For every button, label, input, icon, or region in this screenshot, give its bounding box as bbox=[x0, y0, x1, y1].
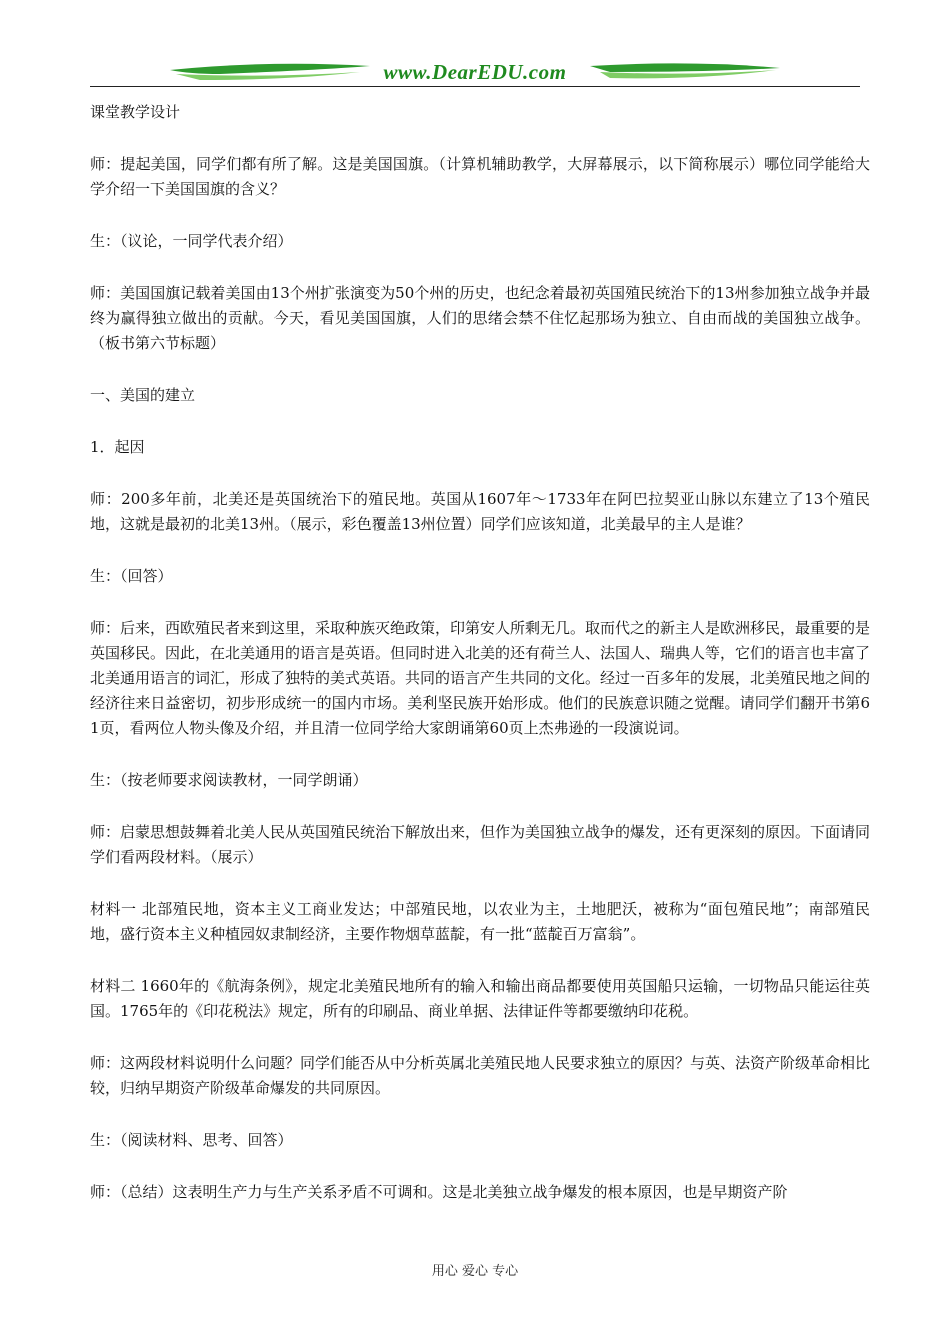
section-heading: 一、美国的建立 bbox=[90, 386, 196, 404]
page-footer: 用心 爱心 专心 bbox=[431, 1264, 519, 1279]
doc-title: 课堂教学设计 bbox=[90, 103, 181, 121]
paragraph: 生：（议论，一同学代表介绍） bbox=[90, 232, 293, 250]
paragraph: 师：启蒙思想鼓舞着北美人民从英国殖民统治下解放出来，但作为美国独立战争的爆发，还有更深刻的原因。下面请同学们看两段材料。（展示） bbox=[90, 823, 871, 866]
document-body bbox=[90, 100, 870, 1232]
paragraph: 生：（回答） bbox=[90, 567, 173, 585]
paragraph: 师：后来，西欧殖民者来到这里，采取种族灭绝政策，印第安人所剩无几。取而代之的新主人是欧洲移民，最重要的是英国移民。因此，在北美通用的语言是英语。但同时进入北美的还有荷兰人、法国人、瑞典人等，它们的语言也丰富了北美通用语言的词汇，形成了独特的美式英语。共同的语言产生共同的文化。经过一百多年的发展，北美殖民地之间的经济往来日益密切，初步形成统一的国内市场。美利坚民族开始形成。他们的民族意识随之觉醒。请同学们翻开书第61页，看两位人物头像及介绍，并且清一位同学给大家朗诵第60页上杰弗逊的一段演说词。 bbox=[90, 619, 871, 737]
subsection-heading: 1．起因 bbox=[90, 438, 145, 456]
material-paragraph: 材料二 1660年的《航海条例》，规定北美殖民地所有的输入和输出商品都要使用英国船只运输，一切物品只能运往英国。1765年的《印花税法》规定，所有的印刷品、商业单据、法律证件等都要缴纳印花税。 bbox=[90, 977, 870, 1020]
paragraph: 生：（阅读材料、思考、回答） bbox=[90, 1131, 293, 1149]
paragraph: 师：美国国旗记载着美国由13个州扩张演变为50个州的历史，也纪念着最初英国殖民统治下的13州参加独立战争并最终为赢得独立做出的贡献。今天，看见美国国旗，人们的思绪会禁不住忆起那场为独立、自由而战的美国独立战争。（板书第六节标题） bbox=[90, 284, 870, 352]
paragraph: 师：200多年前，北美还是英国统治下的殖民地。英国从1607年～1733年在阿巴拉契亚山脉以东建立了13个殖民地，这就是最初的北美13州。（展示，彩色覆盖13州位置）同学们应该知道，北美最早的主人是谁？ bbox=[90, 490, 870, 533]
material-paragraph: 材料一 北部殖民地，资本主义工商业发达；中部殖民地，以农业为主，土地肥沃，被称为“面包殖民地”；南部殖民地，盛行资本主义种植园奴隶制经济，主要作物烟草蓝靛，有一批“蓝靛百万富翁”。 bbox=[90, 900, 870, 943]
paragraph: 师：这两段材料说明什么问题？同学们能否从中分析英属北美殖民地人民要求独立的原因？与英、法资产阶级革命相比较，归纳早期资产阶级革命爆发的共同原因。 bbox=[90, 1054, 871, 1097]
page-header bbox=[90, 58, 860, 90]
paragraph: 师：提起美国，同学们都有所了解。这是美国国旗。（计算机辅助教学，大屏幕展示，以下简称展示）哪位同学能给大学介绍一下美国国旗的含义？ bbox=[90, 155, 870, 198]
header-divider bbox=[90, 86, 860, 87]
site-logo[interactable]: www.DearEDU.com bbox=[383, 60, 567, 84]
paragraph: 师：（总结）这表明生产力与生产关系矛盾不可调和。这是北美独立战争爆发的根本原因，也是早期资产阶 bbox=[90, 1183, 788, 1201]
paragraph: 生：（按老师要求阅读教材，一同学朗诵） bbox=[90, 771, 368, 789]
